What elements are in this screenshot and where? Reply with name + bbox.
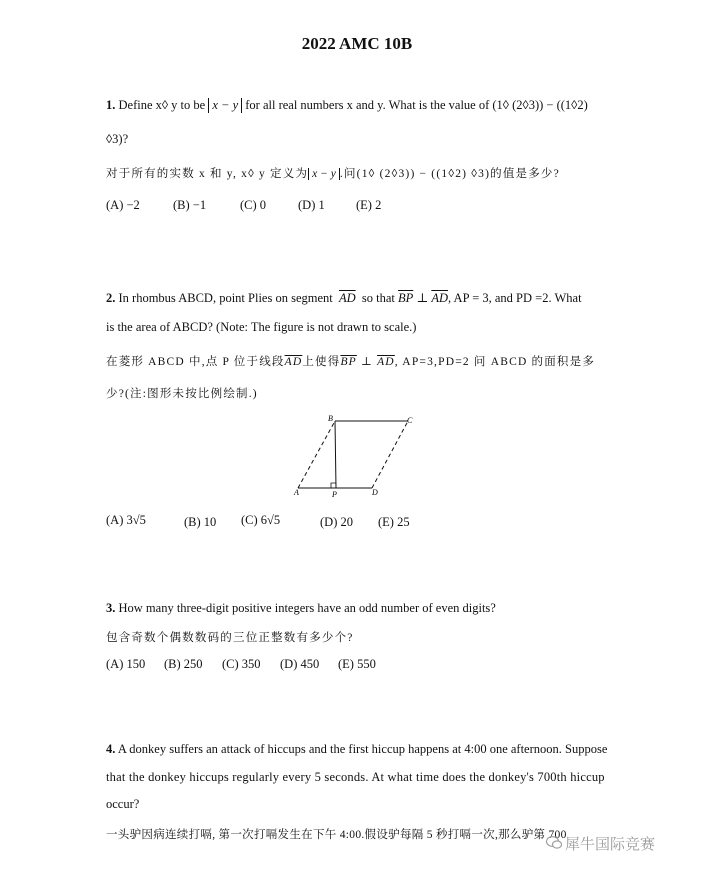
q1-option-d: (D) 1 [298,198,325,212]
right-angle-mark [331,483,336,488]
q4-english-line-1 [106,742,607,757]
q1-number: 1. [106,98,116,112]
q1-chinese-abs: x − y [308,168,340,180]
label-b: B [328,414,333,423]
q2-option-a: (A) 3√5 [106,513,146,527]
q2-chinese-line-1 [106,353,595,369]
q1-option-c: (C) 0 [240,198,267,212]
label-d: D [372,488,378,497]
q3-chinese-line: 包含奇数个偶数数码的三位正整数有多少个? [106,632,354,644]
q4-english-line-2: that the donkey hiccups regularly every 5 seconds. At what time does the donkey's 700th hiccup [106,770,605,784]
q1-chinese-a: 对于所有的实数 x 和 y, x◊ y 定义为 [106,168,309,180]
q2-option-d: (D) 20 [320,515,353,529]
q2-chinese-c: , AP=3,PD=2 问 ABCD 的面积是多 [394,356,596,368]
q2-text-c: , AP = 3, and PD =2. What [448,291,582,305]
q3-option-d: (D) 450 [280,657,320,671]
q4-english-line-3: occur? [106,797,140,811]
q1-option-e: (E) 2 [356,198,382,212]
q2-option-c: (C) 6√5 [241,513,281,527]
page-title: 2022 AMC 10B [301,34,413,53]
q2-segment-ad: $\overline{AD}$ [339,291,356,305]
q1-chinese-b: .问(1◊ (2◊3)) − ((1◊2) ◊3)的值是多少? [339,168,560,180]
rhombus-figure [290,413,420,498]
q2-option-e: (E) 25 [378,515,410,529]
q2-chinese-seg-bp: $\overline{BP}$ [340,356,357,368]
q1-option-a: (A) −2 [106,198,140,212]
q3-option-a: (A) 150 [106,657,146,671]
label-a: A [294,488,299,497]
q2-segment-ad-2: $\overline{AD}$ [431,291,448,305]
edge-ab [298,421,335,488]
watermark-text: 犀牛国际竞赛 [565,835,656,853]
q3-option-c: (C) 350 [222,657,261,671]
q2-perp-symbol: ⊥ [416,291,429,305]
q2-english-line-1 [106,290,582,306]
q2-english-line-2: is the area of ABCD? (Note: The figure is not drawn to scale.) [106,320,417,334]
q2-text-a: In rhombus ABCD, point Plies on segment [118,291,333,305]
q4-chinese-line: 一头驴因病连续打嗝, 第一次打嗝发生在下午 4:00.假设驴每隔 5 秒打嗝一次,那么驴第 700 [106,829,567,841]
q3-text: How many three-digit positive integers have an odd number of even digits? [118,601,496,615]
q1-text-b: for all real numbers x and y. What is the value of (1◊ (2◊3)) − ((1◊2) [245,98,588,112]
q2-number: 2. [106,291,116,305]
q2-chinese-perp: ⊥ [360,356,373,368]
wechat-icon [546,836,562,849]
label-c: C [407,416,413,425]
q4-number: 4. [106,742,116,756]
q4-text-a: A donkey suffers an attack of hiccups and the first hiccup happens at 4:00 one afternoon. Suppose [117,742,608,756]
label-p: P [332,490,337,498]
segment-bp [335,421,336,488]
q1-chinese-line [106,165,560,181]
q3-number: 3. [106,601,116,615]
q2-chinese-seg-ad-2: $\overline{AD}$ [377,356,395,368]
q2-segment-bp: $\overline{BP}$ [398,291,414,305]
q3-option-b: (B) 250 [164,657,203,671]
edge-cd [372,421,408,488]
q2-chinese-line-2: 少?(注:图形未按比例绘制.) [106,388,258,400]
q2-chinese-a: 在菱形 ABCD 中,点 P 位于线段 [106,356,285,368]
q1-english-line-2: ◊3)? [106,132,129,146]
q1-english-line-1 [106,98,588,113]
q1-text-a: Define x◊ y to be [118,98,206,112]
q2-chinese-b: 上使得 [302,356,341,368]
q3-option-e: (E) 550 [338,657,376,671]
q2-chinese-seg-ad: $\overline{AD}$ [284,356,303,368]
q1-option-b: (B) −1 [173,198,207,212]
q3-english-line [106,601,496,616]
q2-text-b: so that [361,291,395,305]
q2-option-b: (B) 10 [184,515,217,529]
q1-abs-expression: x − y [208,98,242,113]
